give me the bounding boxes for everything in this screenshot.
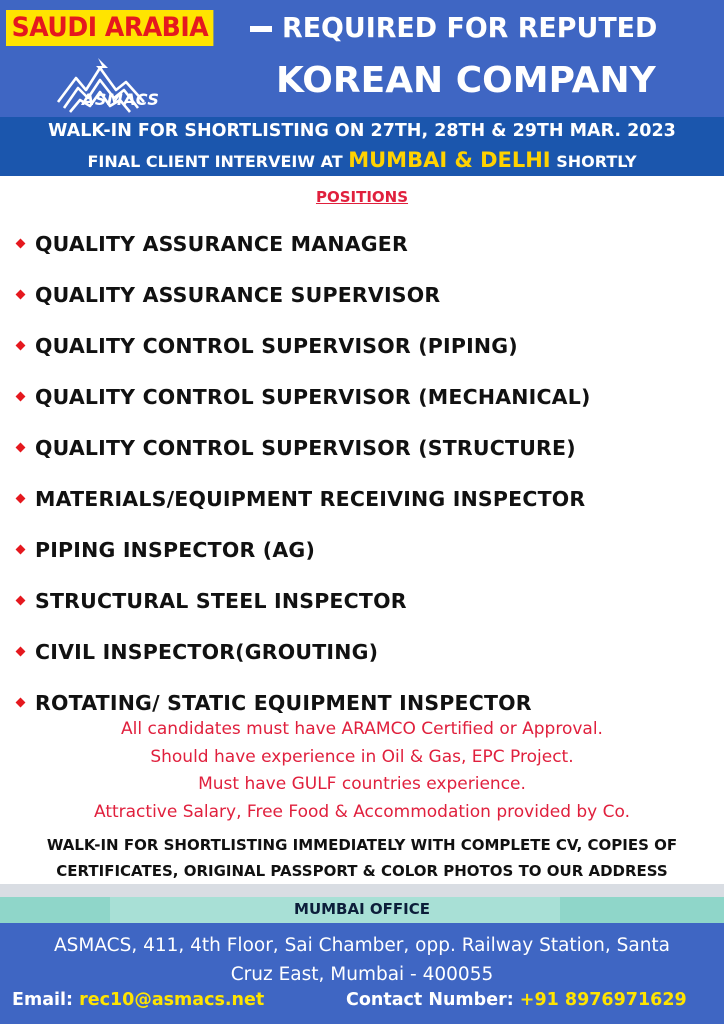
phone-number[interactable]: +91 8976971629: [519, 990, 687, 1010]
position-item: [14, 320, 591, 371]
interview-line: [0, 145, 724, 177]
position-item: [14, 575, 591, 626]
position-label: STRUCTURAL STEEL INSPECTOR: [35, 588, 407, 613]
diamond-bullet-icon: [16, 290, 26, 300]
email-link[interactable]: rec10@asmacs.net: [79, 990, 265, 1010]
email-block: [12, 990, 264, 1010]
phone-block: [346, 990, 687, 1010]
position-item: [14, 422, 591, 473]
position-label: QUALITY CONTROL SUPERVISOR (PIPING): [35, 333, 518, 358]
requirement-line: Must have GULF countries experience.: [198, 774, 526, 794]
diamond-bullet-icon: [16, 545, 26, 555]
interview-prefix: FINAL CLIENT INTERVEIW AT: [87, 152, 343, 171]
office-address: [0, 931, 724, 989]
position-label: QUALITY CONTROL SUPERVISOR (MECHANICAL): [35, 384, 591, 409]
office-title: MUMBAI OFFICE: [294, 900, 430, 918]
diamond-bullet-icon: [16, 596, 26, 606]
position-label: MATERIALS/EQUIPMENT RECEIVING INSPECTOR: [35, 486, 586, 511]
interview-cities: MUMBAI & DELHI: [348, 148, 551, 172]
diamond-bullet-icon: [16, 698, 26, 708]
position-item: [14, 218, 591, 269]
position-item: [14, 524, 591, 575]
positions-list: [14, 218, 591, 728]
diamond-bullet-icon: [16, 392, 26, 402]
address-line: ASMACS, 411, 4th Floor, Sai Chamber, opp. Railway Station, Santa: [53, 935, 671, 956]
dash-separator: [250, 26, 272, 32]
interview-suffix: SHORTLY: [556, 152, 637, 171]
requirement-line: All candidates must have ARAMCO Certified or Approval.: [121, 719, 603, 739]
headline-line1: REQUIRED FOR REPUTED: [282, 11, 658, 44]
requirements-block: [0, 716, 724, 826]
position-label: CIVIL INSPECTOR(GROUTING): [35, 639, 379, 664]
position-label: QUALITY ASSURANCE SUPERVISOR: [35, 282, 441, 307]
position-label: QUALITY ASSURANCE MANAGER: [35, 231, 408, 256]
walkin-line: CERTIFICATES, ORIGINAL PASSPORT & COLOR PHOTOS TO OUR ADDRESS: [56, 862, 668, 880]
contact-label: Contact Number:: [346, 990, 514, 1010]
diamond-bullet-icon: [16, 443, 26, 453]
walkin-dates: WALK-IN FOR SHORTLISTING ON 27TH, 28TH & 29TH MAR. 2023: [48, 121, 676, 141]
position-item: [14, 269, 591, 320]
logo-text: ASMACS: [82, 90, 160, 109]
position-label: QUALITY CONTROL SUPERVISOR (STRUCTURE): [35, 435, 576, 460]
diamond-bullet-icon: [16, 341, 26, 351]
position-item: [14, 371, 591, 422]
diamond-bullet-icon: [16, 647, 26, 657]
contact-row: [0, 990, 724, 1016]
walkin-line: WALK-IN FOR SHORTLISTING IMMEDIATELY WITH COMPLETE CV, COPIES OF: [46, 836, 678, 854]
position-item: [14, 626, 591, 677]
position-label: ROTATING/ STATIC EQUIPMENT INSPECTOR: [35, 690, 532, 715]
address-line: Cruz East, Mumbai - 400055: [230, 964, 494, 985]
country-label: SAUDI ARABIA: [6, 10, 214, 46]
headline-line2: KOREAN COMPANY: [276, 60, 656, 101]
position-label: PIPING INSPECTOR (AG): [35, 537, 316, 562]
position-item: [14, 473, 591, 524]
diamond-bullet-icon: [16, 494, 26, 504]
requirement-line: Should have experience in Oil & Gas, EPC Project.: [150, 746, 574, 767]
requirement-line: Attractive Salary, Free Food & Accommodation provided by Co.: [93, 801, 631, 822]
diamond-bullet-icon: [16, 239, 26, 249]
email-label: Email:: [12, 990, 73, 1010]
positions-heading: POSITIONS: [315, 188, 409, 206]
walkin-instructions: [0, 832, 724, 884]
